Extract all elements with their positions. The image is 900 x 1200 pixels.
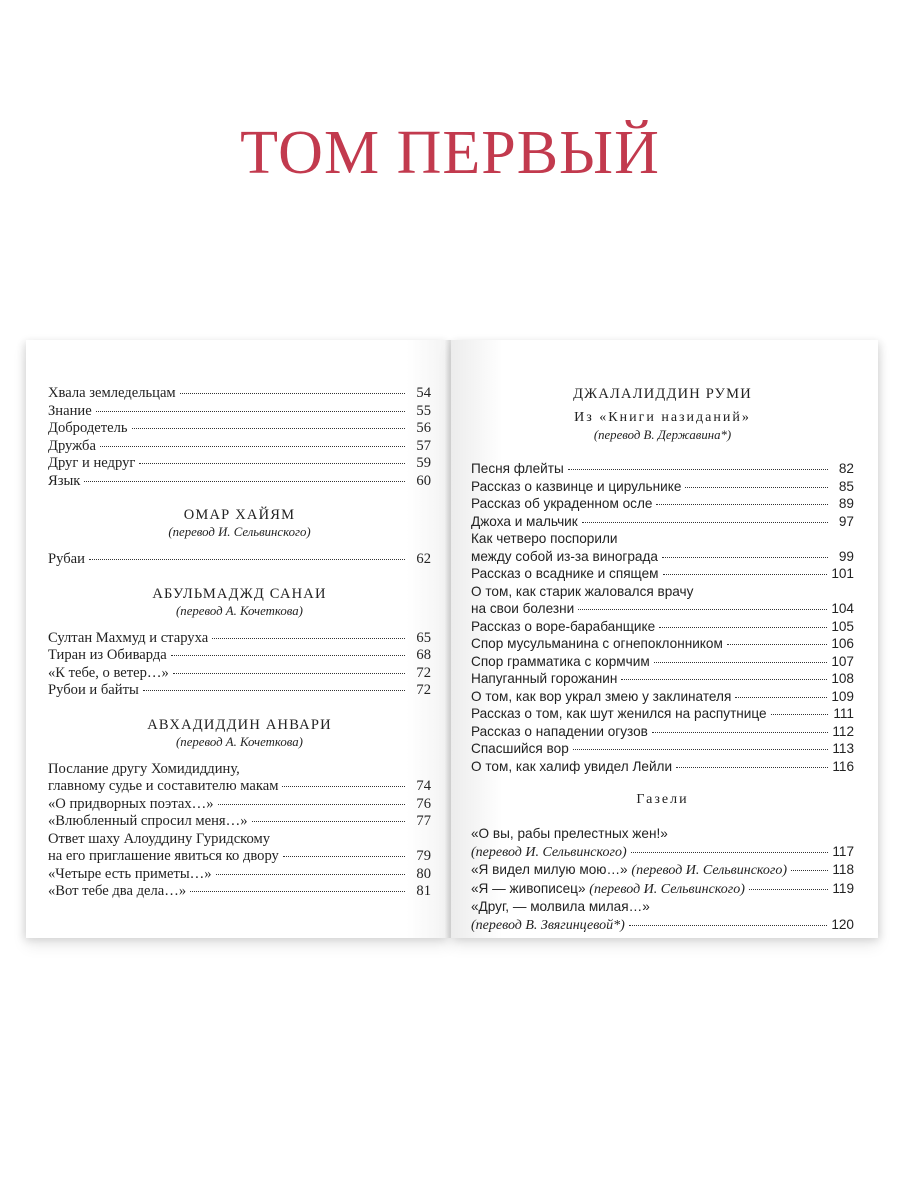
toc-entry-page: 120	[831, 916, 854, 932]
toc-entry-page: 113	[832, 741, 854, 756]
toc-entry	[471, 478, 854, 496]
dot-leader	[100, 446, 405, 447]
dot-leader	[96, 411, 405, 412]
toc-entry	[471, 843, 854, 862]
toc-entry-page: 118	[832, 862, 854, 877]
dot-leader	[771, 714, 828, 715]
dot-leader	[621, 679, 827, 680]
toc-entry-page: 112	[832, 723, 854, 739]
dot-leader	[749, 889, 828, 890]
page-title: ТОМ ПЕРВЫЙ	[240, 119, 660, 187]
toc-entry-page: 77	[416, 813, 431, 829]
toc-entry	[48, 866, 431, 884]
toc-entry-title: Джоха и мальчик	[471, 513, 578, 529]
author-heading: ДЖАЛАЛИДДИН РУМИ	[573, 386, 752, 402]
dot-leader	[791, 870, 828, 871]
toc-entry-page: 57	[416, 437, 431, 454]
dot-leader	[190, 891, 405, 892]
toc-entry-line: Как четверо поспорили	[471, 531, 618, 546]
toc-entry	[471, 565, 854, 583]
toc-entry-title: Язык	[48, 472, 81, 489]
dot-leader	[212, 638, 405, 639]
toc-entry-page: 116	[832, 758, 854, 774]
left-book-page	[26, 340, 449, 938]
toc-entry-page: 54	[416, 385, 431, 401]
dot-leader	[654, 662, 828, 663]
toc-entry	[471, 758, 854, 776]
translator-note: (перевод В. Державина*)	[593, 428, 732, 442]
toc-entry-line: Ответ шаху Алоуддину Гуридскому	[48, 830, 271, 847]
toc-entry-title: «Я — живописец»	[471, 880, 586, 896]
toc-entry	[471, 635, 854, 653]
toc-entry-title: Хвала земледельцам	[48, 385, 176, 401]
dot-leader	[218, 804, 405, 805]
toc-entry-title: «Влюбленный спросил меня…»	[48, 813, 248, 829]
toc-entry	[471, 705, 854, 723]
toc-entry-page: 68	[416, 647, 431, 663]
right-book-page	[451, 340, 878, 938]
toc-entry-title: О том, как вор украл змею у заклинателя	[471, 688, 732, 704]
toc-entry-title: на свои болезни	[471, 601, 575, 616]
toc-entry-page: 59	[416, 455, 431, 471]
toc-entry	[48, 455, 431, 473]
toc-entry	[48, 848, 431, 866]
toc-entry-title: Спор мусульманина с огнепоклонником	[471, 636, 723, 651]
toc-entry-title: Рассказ об украденном осле	[471, 496, 653, 511]
toc-entry-page: 107	[831, 653, 854, 669]
author-heading: АБУЛЬМАДЖД САНАИ	[152, 585, 327, 602]
translator-note: (перевод И. Сельвинского)	[168, 525, 311, 539]
toc-entry-title: главному судье и составителю макам	[48, 778, 279, 794]
toc-entry-line: О том, как старик жаловался врачу	[471, 583, 694, 599]
toc-entry-translator: (перевод И. Сельвинского)	[631, 863, 788, 878]
toc-entry	[48, 883, 431, 901]
toc-entry-page: 72	[416, 682, 431, 698]
toc-entry-page: 76	[416, 795, 431, 812]
dot-leader	[659, 627, 827, 628]
toc-entry-title: Спор грамматика с кормчим	[471, 653, 650, 669]
toc-entry	[48, 630, 431, 648]
toc-entry	[471, 513, 854, 531]
toc-entry	[48, 796, 431, 814]
toc-entry-page: 81	[416, 883, 431, 899]
toc-entry-title: Рассказ о всаднике и спящем	[471, 566, 659, 581]
toc-entry-page: 97	[838, 513, 854, 529]
author-heading: АВХАДИДДИН АНВАРИ	[147, 716, 332, 733]
toc-entry-title: «Я видел милую мою…»	[471, 862, 628, 877]
toc-entry	[48, 682, 431, 700]
toc-entry-page: 62	[416, 551, 431, 567]
toc-entry-page: 106	[831, 636, 854, 651]
toc-entry-title: на его приглашение явиться ко двору	[48, 848, 279, 864]
toc-entry-title: Рубаи	[48, 551, 85, 567]
toc-group-1	[48, 385, 431, 490]
toc-entry-page: 85	[838, 478, 854, 494]
toc-entry-page: 117	[832, 843, 854, 859]
toc-entry	[48, 647, 431, 665]
toc-entry-title: Знание	[48, 402, 92, 419]
dot-leader	[84, 481, 405, 482]
author-heading: ОМАР ХАЙЯМ	[183, 507, 296, 523]
dot-leader	[652, 732, 828, 733]
toc-entry	[471, 688, 854, 706]
dot-leader	[568, 469, 828, 470]
toc-entry-line: «Друг, — молвила милая…»	[471, 899, 650, 914]
translator-note: (перевод А. Кочеткова)	[176, 734, 303, 749]
toc-entry-page: 65	[416, 629, 431, 646]
toc-entry	[471, 460, 854, 478]
dot-leader	[629, 925, 828, 926]
toc-entry-title: «Вот тебе два дела…»	[48, 883, 187, 899]
dot-leader	[727, 644, 827, 645]
dot-leader	[662, 557, 828, 558]
toc-entry	[48, 385, 431, 403]
toc-entry-title: Песня флейты	[471, 461, 564, 476]
toc-entry-title: Рассказ о том, как шут женился на распутнице	[471, 706, 767, 721]
toc-entry	[471, 548, 854, 566]
toc-entry-title: Рубои и байты	[48, 682, 139, 698]
toc-entry-title: Друг и недруг	[48, 455, 136, 471]
toc-entry-line: «О вы, рабы прелестных жен!»	[471, 826, 668, 841]
toc-entry-title: Рассказ о казвинце и цирульнике	[471, 478, 682, 494]
dot-leader	[573, 749, 828, 750]
toc-entry	[471, 723, 854, 741]
toc-entry	[471, 653, 854, 671]
toc-entry-title: «К тебе, о ветер…»	[48, 664, 169, 681]
toc-entry-page: 89	[838, 496, 854, 511]
toc-entry	[48, 665, 431, 683]
toc-entry-page: 109	[831, 688, 854, 704]
toc-entry-title: между собой из-за винограда	[471, 548, 658, 564]
toc-entry-page: 99	[838, 548, 854, 564]
dot-leader	[173, 673, 405, 674]
toc-entry	[471, 495, 854, 513]
dot-leader	[252, 821, 405, 822]
toc-entry-page: 72	[416, 664, 431, 681]
dot-leader	[282, 786, 405, 787]
toc-entry-page: 108	[831, 671, 854, 686]
toc-entry	[48, 778, 431, 796]
dot-leader	[631, 852, 828, 853]
dot-leader	[139, 463, 405, 464]
toc-entry-page: 111	[833, 706, 854, 721]
toc-entry	[471, 861, 854, 880]
toc-entry-title: «О придворных поэтах…»	[48, 795, 214, 812]
toc-entry-page: 74	[416, 778, 431, 794]
toc-entry-title: Рассказ о воре-барабанщике	[471, 618, 656, 634]
dot-leader	[89, 559, 405, 560]
translator-note: (перевод А. Кочеткова)	[176, 603, 303, 618]
toc-entry	[471, 618, 854, 636]
dot-leader	[582, 522, 828, 523]
toc-entry	[471, 600, 854, 618]
dot-leader	[578, 609, 827, 610]
dot-leader	[132, 428, 405, 429]
dot-leader	[216, 874, 405, 875]
toc-entry-title: Добродетель	[48, 420, 128, 436]
toc-entry	[471, 670, 854, 688]
dot-leader	[283, 856, 405, 857]
toc-entry-title: Тиран из Обиварда	[48, 647, 167, 663]
toc-entry	[48, 438, 431, 456]
toc-entry	[471, 880, 854, 899]
toc-entry-page: 82	[838, 461, 854, 476]
toc-entry	[48, 473, 431, 491]
dot-leader	[656, 504, 828, 505]
dot-leader	[663, 574, 828, 575]
toc-entry	[471, 740, 854, 758]
dot-leader	[735, 697, 827, 698]
toc-entry-translator: (перевод И. Сельвинского)	[589, 881, 745, 897]
toc-entry-page: 80	[416, 865, 431, 882]
toc-entry-page: 101	[831, 566, 854, 581]
toc-entry-title: Рассказ о нападении огузов	[471, 723, 648, 739]
toc-entry-title: Султан Махмуд и старуха	[48, 629, 209, 646]
toc-entry	[471, 916, 854, 935]
dot-leader	[676, 767, 828, 768]
toc-entry-page: 105	[831, 618, 854, 634]
toc-entry-title: Спасшийся вор	[471, 741, 569, 756]
toc-entry	[48, 551, 431, 569]
toc-entry-page: 60	[416, 472, 431, 489]
toc-entry-page: 119	[832, 880, 854, 896]
toc-entry-title: (перевод И. Сельвинского)	[471, 844, 627, 860]
toc-entry-title: «Четыре есть приметы…»	[48, 865, 212, 882]
toc-entry-title: О том, как халиф увидел Лейли	[471, 758, 673, 774]
section-heading: Газели	[636, 792, 689, 807]
dot-leader	[143, 690, 405, 691]
toc-entry	[48, 403, 431, 421]
book-subheading: Из «Книги назиданий»	[574, 410, 751, 425]
toc-entry-title: Дружба	[48, 437, 96, 454]
toc-entry-page: 55	[416, 402, 431, 419]
toc-entry	[48, 813, 431, 831]
toc-entry-page: 56	[416, 420, 431, 436]
toc-entry-page: 79	[416, 848, 431, 864]
toc-entry-title: Напуганный горожанин	[471, 671, 618, 686]
toc-entry-line: Послание другу Хомидиддину,	[48, 760, 240, 777]
dot-leader	[180, 393, 405, 394]
toc-entry	[48, 420, 431, 438]
toc-entry-title: (перевод В. Звягинцевой*)	[471, 917, 625, 933]
toc-entry-page: 104	[831, 601, 854, 616]
dot-leader	[685, 487, 828, 488]
dot-leader	[171, 655, 405, 656]
